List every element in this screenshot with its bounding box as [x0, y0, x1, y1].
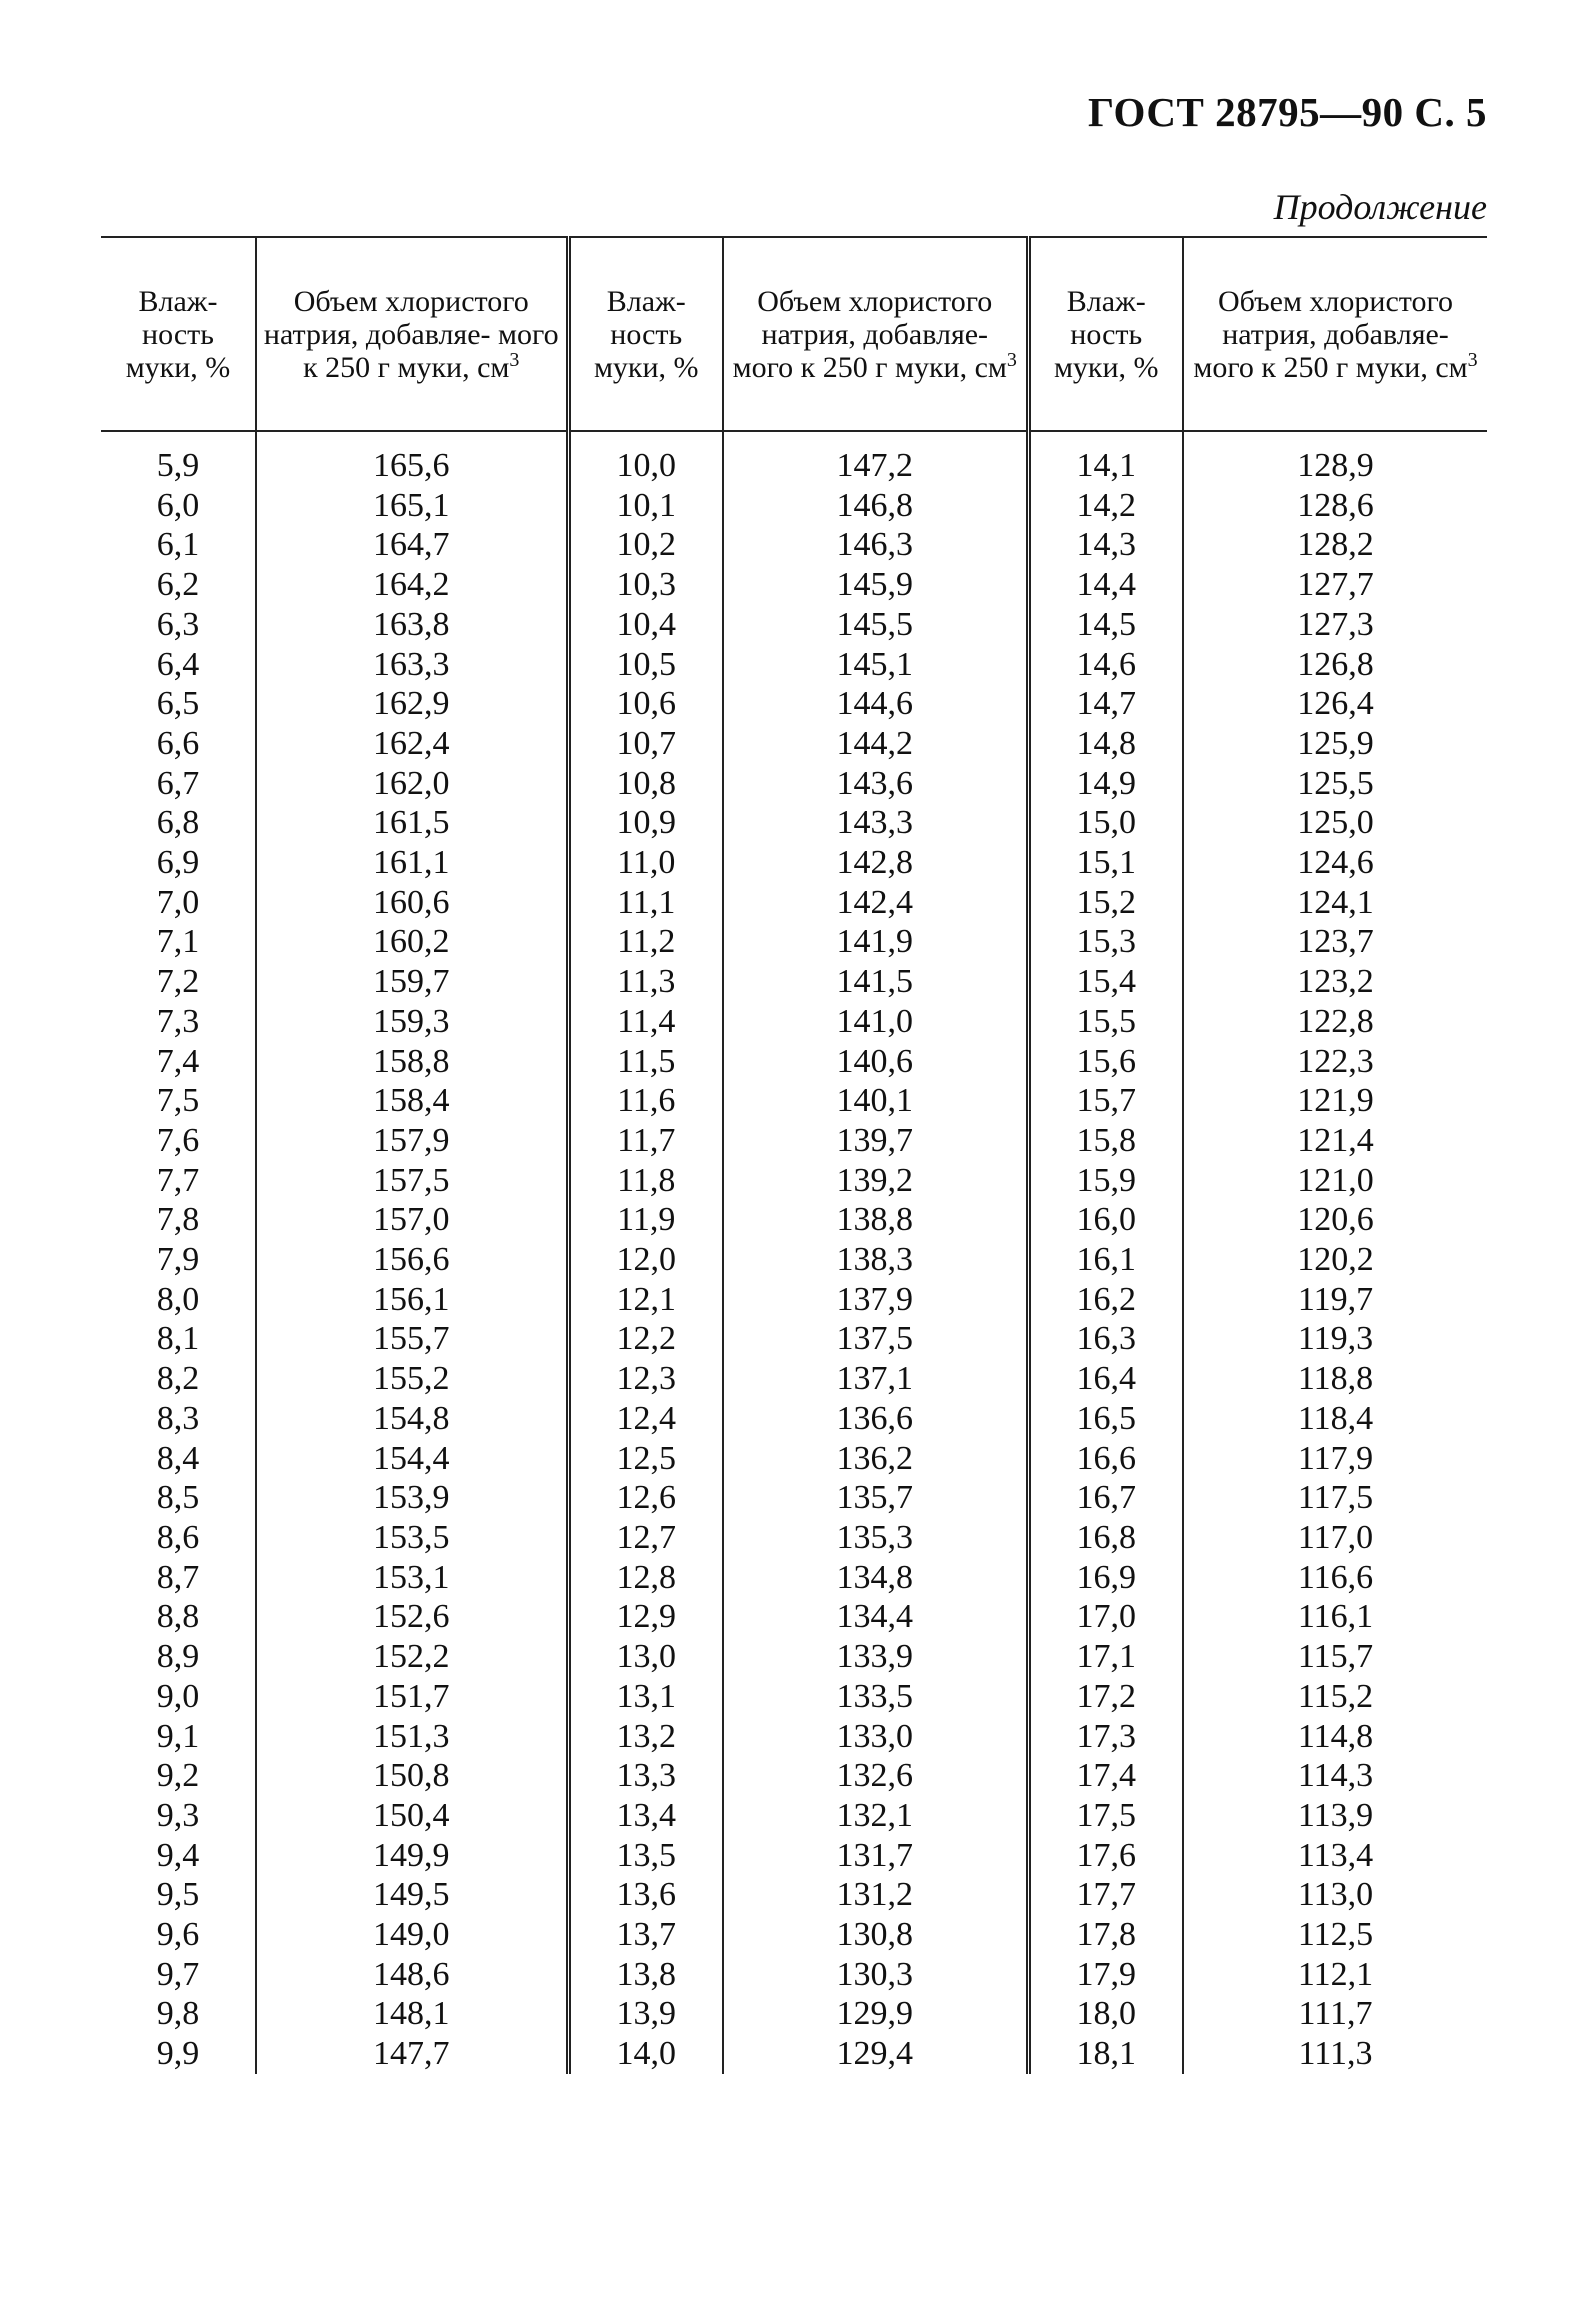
volume-cell: 122,3: [1297, 1042, 1374, 1080]
humidity-cell: 7,9: [101, 1240, 256, 1280]
table-row: [101, 645, 1487, 685]
volume-cell: 140,6: [723, 1042, 1028, 1082]
humidity-cell: 12,0: [568, 1240, 723, 1280]
volume-cell: 144,6: [723, 684, 1028, 724]
humidity-cell: 14,9: [1028, 764, 1183, 804]
volume-cell: 164,7: [256, 525, 568, 565]
humidity-cell: 10,1: [568, 486, 723, 526]
volume-cell: 121,9: [1297, 1082, 1374, 1120]
volume-cell: 123,7: [1297, 923, 1374, 961]
table-row: [101, 1161, 1487, 1201]
table-row: [101, 1994, 1487, 2034]
table-row: [101, 1597, 1487, 1637]
volume-cell: 145,5: [723, 605, 1028, 645]
humidity-cell: 7,0: [101, 883, 256, 923]
humidity-cell: 16,4: [1028, 1359, 1183, 1399]
volume-cell: 129,4: [723, 2034, 1028, 2074]
humidity-cell: 11,6: [568, 1081, 723, 1121]
humidity-volume-table: [101, 236, 1487, 2074]
humidity-cell: 17,8: [1028, 1915, 1183, 1955]
humidity-cell: 8,6: [101, 1518, 256, 1558]
volume-cell: 129,9: [723, 1994, 1028, 2034]
humidity-cell: 9,2: [101, 1756, 256, 1796]
volume-cell: 153,9: [256, 1478, 568, 1518]
volume-cell: 135,7: [723, 1478, 1028, 1518]
volume-cell: 151,7: [256, 1677, 568, 1717]
humidity-cell: 15,9: [1028, 1161, 1183, 1201]
volume-cell: 161,1: [256, 843, 568, 883]
humidity-cell: 6,6: [101, 724, 256, 764]
humidity-cell: 14,3: [1028, 525, 1183, 565]
volume-cell: 116,1: [1297, 1598, 1374, 1636]
table-row: [101, 565, 1487, 605]
humidity-cell: 9,8: [101, 1994, 256, 2034]
continuation-label: Продолжение: [1273, 187, 1487, 227]
table-row: [101, 486, 1487, 526]
humidity-cell: 10,7: [568, 724, 723, 764]
humidity-cell: 16,3: [1028, 1319, 1183, 1359]
header-volume-2: Объем хлористого натрия, добавляе- мого к 250 г муки, $см^3$: [723, 237, 1028, 431]
table-row: [101, 525, 1487, 565]
humidity-cell: 16,1: [1028, 1240, 1183, 1280]
humidity-cell: 16,8: [1028, 1518, 1183, 1558]
humidity-cell: 17,4: [1028, 1756, 1183, 1796]
humidity-cell: 8,0: [101, 1280, 256, 1320]
humidity-cell: 12,1: [568, 1280, 723, 1320]
humidity-cell: 17,1: [1028, 1637, 1183, 1677]
table-row: [101, 1042, 1487, 1082]
humidity-cell: 18,0: [1028, 1994, 1183, 2034]
humidity-cell: 11,7: [568, 1121, 723, 1161]
humidity-cell: 12,2: [568, 1319, 723, 1359]
humidity-cell: 6,5: [101, 684, 256, 724]
volume-cell: 131,2: [723, 1875, 1028, 1915]
volume-cell: 121,4: [1297, 1121, 1374, 1159]
humidity-cell: 17,7: [1028, 1875, 1183, 1915]
humidity-cell: 12,8: [568, 1558, 723, 1598]
humidity-cell: 16,0: [1028, 1200, 1183, 1240]
table-row: [101, 1558, 1487, 1598]
volume-cell: 145,9: [723, 565, 1028, 605]
volume-cell: 113,4: [1297, 1836, 1374, 1874]
table-row: [101, 1121, 1487, 1161]
table-row: [101, 1319, 1487, 1359]
table-row: [101, 1796, 1487, 1836]
humidity-cell: 11,2: [568, 922, 723, 962]
header-humidity-2: Влаж- ность муки, %: [568, 237, 723, 431]
humidity-cell: 10,9: [568, 803, 723, 843]
volume-cell: 124,6: [1297, 844, 1374, 882]
volume-cell: 128,6: [1297, 486, 1374, 524]
volume-cell: 112,5: [1297, 1916, 1374, 1954]
table-row: [101, 1478, 1487, 1518]
volume-cell: 112,1: [1297, 1955, 1374, 1993]
volume-cell: 142,8: [723, 843, 1028, 883]
volume-cell: 126,4: [1297, 685, 1374, 723]
table-row: [101, 1439, 1487, 1479]
table-row: [101, 1915, 1487, 1955]
humidity-cell: 15,2: [1028, 883, 1183, 923]
volume-cell: 162,0: [256, 764, 568, 804]
humidity-cell: 10,8: [568, 764, 723, 804]
volume-cell: 146,3: [723, 525, 1028, 565]
humidity-cell: 14,8: [1028, 724, 1183, 764]
humidity-cell: 5,9: [101, 431, 256, 486]
volume-cell: 134,8: [723, 1558, 1028, 1598]
humidity-cell: 13,7: [568, 1915, 723, 1955]
humidity-cell: 10,5: [568, 645, 723, 685]
humidity-cell: 17,6: [1028, 1836, 1183, 1876]
humidity-cell: 9,0: [101, 1677, 256, 1717]
volume-cell: 113,9: [1297, 1796, 1374, 1834]
volume-cell: 155,2: [256, 1359, 568, 1399]
volume-cell: 162,4: [256, 724, 568, 764]
table-row: [101, 1836, 1487, 1876]
humidity-cell: 15,8: [1028, 1121, 1183, 1161]
humidity-cell: 9,6: [101, 1915, 256, 1955]
humidity-cell: 17,2: [1028, 1677, 1183, 1717]
header-humidity-1: Влаж- ность муки, %: [101, 237, 256, 431]
table-row: [101, 605, 1487, 645]
volume-cell: 152,2: [256, 1637, 568, 1677]
humidity-cell: 9,3: [101, 1796, 256, 1836]
volume-cell: 153,1: [256, 1558, 568, 1598]
volume-cell: 159,3: [256, 1002, 568, 1042]
volume-cell: 157,5: [256, 1161, 568, 1201]
humidity-cell: 12,4: [568, 1399, 723, 1439]
table-row: [101, 1399, 1487, 1439]
humidity-cell: 12,7: [568, 1518, 723, 1558]
volume-cell: 136,6: [723, 1399, 1028, 1439]
table-row: [101, 1200, 1487, 1240]
volume-cell: 155,7: [256, 1319, 568, 1359]
humidity-cell: 17,5: [1028, 1796, 1183, 1836]
humidity-cell: 11,4: [568, 1002, 723, 1042]
humidity-cell: 8,7: [101, 1558, 256, 1598]
table-row: [101, 2034, 1487, 2074]
humidity-cell: 8,8: [101, 1597, 256, 1637]
table-header: [101, 237, 1487, 431]
volume-cell: 140,1: [723, 1081, 1028, 1121]
table-row: [101, 1518, 1487, 1558]
humidity-cell: 16,2: [1028, 1280, 1183, 1320]
humidity-cell: 7,3: [101, 1002, 256, 1042]
volume-cell: 149,5: [256, 1875, 568, 1915]
humidity-cell: 13,8: [568, 1955, 723, 1995]
volume-cell: 160,2: [256, 922, 568, 962]
volume-cell: 158,8: [256, 1042, 568, 1082]
humidity-cell: 16,9: [1028, 1558, 1183, 1598]
humidity-cell: 12,9: [568, 1597, 723, 1637]
volume-cell: 163,8: [256, 605, 568, 645]
humidity-cell: 13,1: [568, 1677, 723, 1717]
humidity-cell: 6,2: [101, 565, 256, 605]
table-row: [101, 962, 1487, 1002]
volume-cell: 127,3: [1297, 605, 1374, 643]
volume-cell: 139,7: [723, 1121, 1028, 1161]
volume-cell: 125,0: [1297, 804, 1374, 842]
humidity-cell: 17,9: [1028, 1955, 1183, 1995]
volume-cell: 117,0: [1297, 1518, 1374, 1556]
humidity-cell: 14,6: [1028, 645, 1183, 685]
volume-cell: 117,5: [1297, 1479, 1374, 1517]
volume-cell: 142,4: [723, 883, 1028, 923]
volume-cell: 132,6: [723, 1756, 1028, 1796]
table-row: [101, 803, 1487, 843]
humidity-cell: 6,3: [101, 605, 256, 645]
volume-cell: 149,0: [256, 1915, 568, 1955]
volume-cell: 147,2: [723, 431, 1028, 486]
volume-cell: 131,7: [723, 1836, 1028, 1876]
header-volume-3: Объем хлористого натрия, добавляе- мого к 250 г муки, $см^3$: [1183, 237, 1487, 431]
humidity-cell: 11,0: [568, 843, 723, 883]
volume-cell: 160,6: [256, 883, 568, 923]
volume-cell: 117,9: [1297, 1439, 1374, 1477]
table-row: [101, 1359, 1487, 1399]
humidity-cell: 12,6: [568, 1478, 723, 1518]
table-row: [101, 764, 1487, 804]
humidity-cell: 7,7: [101, 1161, 256, 1201]
volume-cell: 115,2: [1297, 1677, 1374, 1715]
volume-cell: 154,4: [256, 1439, 568, 1479]
humidity-cell: 11,1: [568, 883, 723, 923]
table-row: [101, 1637, 1487, 1677]
volume-cell: 145,1: [723, 645, 1028, 685]
volume-cell: 165,1: [256, 486, 568, 526]
humidity-cell: 14,0: [568, 2034, 723, 2074]
volume-cell: 138,8: [723, 1200, 1028, 1240]
volume-cell: 162,9: [256, 684, 568, 724]
volume-cell: 136,2: [723, 1439, 1028, 1479]
volume-cell: 134,4: [723, 1597, 1028, 1637]
humidity-cell: 10,6: [568, 684, 723, 724]
humidity-cell: 7,5: [101, 1081, 256, 1121]
humidity-cell: 14,5: [1028, 605, 1183, 645]
humidity-cell: 17,0: [1028, 1597, 1183, 1637]
humidity-cell: 9,5: [101, 1875, 256, 1915]
volume-cell: 161,5: [256, 803, 568, 843]
humidity-cell: 10,0: [568, 431, 723, 486]
humidity-cell: 16,5: [1028, 1399, 1183, 1439]
humidity-cell: 8,3: [101, 1399, 256, 1439]
humidity-cell: 15,4: [1028, 962, 1183, 1002]
volume-cell: 123,2: [1297, 963, 1374, 1001]
volume-cell: 152,6: [256, 1597, 568, 1637]
humidity-cell: 15,6: [1028, 1042, 1183, 1082]
humidity-cell: 13,6: [568, 1875, 723, 1915]
humidity-cell: 15,5: [1028, 1002, 1183, 1042]
volume-cell: 151,3: [256, 1717, 568, 1757]
volume-cell: 128,2: [1297, 526, 1374, 564]
humidity-cell: 8,2: [101, 1359, 256, 1399]
volume-cell: 119,7: [1297, 1280, 1374, 1318]
volume-cell: 135,3: [723, 1518, 1028, 1558]
volume-cell: 137,1: [723, 1359, 1028, 1399]
table-row: [101, 1717, 1487, 1757]
volume-cell: 150,4: [256, 1796, 568, 1836]
humidity-cell: 6,1: [101, 525, 256, 565]
volume-cell: 137,9: [723, 1280, 1028, 1320]
volume-cell: 139,2: [723, 1161, 1028, 1201]
volume-cell: 137,5: [723, 1319, 1028, 1359]
volume-cell: 133,9: [723, 1637, 1028, 1677]
volume-cell: 159,7: [256, 962, 568, 1002]
humidity-cell: 8,5: [101, 1478, 256, 1518]
humidity-cell: 18,1: [1028, 2034, 1183, 2074]
humidity-cell: 15,3: [1028, 922, 1183, 962]
table-row: [101, 1677, 1487, 1717]
volume-cell: 138,3: [723, 1240, 1028, 1280]
volume-cell: 146,8: [723, 486, 1028, 526]
humidity-cell: 13,5: [568, 1836, 723, 1876]
table-row: [101, 1081, 1487, 1121]
volume-cell: 120,2: [1297, 1241, 1374, 1279]
humidity-cell: 8,1: [101, 1319, 256, 1359]
humidity-cell: 6,0: [101, 486, 256, 526]
volume-cell: 133,5: [723, 1677, 1028, 1717]
volume-cell: 125,5: [1297, 764, 1374, 802]
humidity-cell: 6,7: [101, 764, 256, 804]
header-volume-1: Объем хлористого натрия, добавляе- мого к 250 г муки, $см^3$: [256, 237, 568, 431]
volume-cell: 133,0: [723, 1717, 1028, 1757]
volume-cell: 141,0: [723, 1002, 1028, 1042]
table-body: [101, 431, 1487, 2074]
humidity-cell: 11,9: [568, 1200, 723, 1240]
humidity-cell: 17,3: [1028, 1717, 1183, 1757]
volume-cell: 150,8: [256, 1756, 568, 1796]
volume-cell: 144,2: [723, 724, 1028, 764]
humidity-cell: 11,3: [568, 962, 723, 1002]
volume-cell: 126,8: [1297, 645, 1374, 683]
volume-cell: 113,0: [1297, 1876, 1374, 1914]
table-row: [101, 883, 1487, 923]
humidity-cell: 9,7: [101, 1955, 256, 1995]
volume-cell: 148,6: [256, 1955, 568, 1995]
humidity-cell: 8,4: [101, 1439, 256, 1479]
volume-cell: 111,7: [1298, 1995, 1373, 2033]
volume-cell: 143,6: [723, 764, 1028, 804]
volume-cell: 118,4: [1297, 1399, 1374, 1437]
volume-cell: 124,1: [1297, 883, 1374, 921]
table-row: [101, 1002, 1487, 1042]
volume-cell: 116,6: [1297, 1558, 1374, 1596]
volume-cell: 158,4: [256, 1081, 568, 1121]
humidity-cell: 12,5: [568, 1439, 723, 1479]
humidity-cell: 11,8: [568, 1161, 723, 1201]
volume-cell: 157,9: [256, 1121, 568, 1161]
table-row: [101, 1280, 1487, 1320]
humidity-cell: 16,7: [1028, 1478, 1183, 1518]
volume-cell: 119,3: [1297, 1320, 1374, 1358]
table-row: [101, 1756, 1487, 1796]
volume-cell: 130,3: [723, 1955, 1028, 1995]
humidity-cell: 9,9: [101, 2034, 256, 2074]
volume-cell: 141,5: [723, 962, 1028, 1002]
header-humidity-3: Влаж- ность муки, %: [1028, 237, 1183, 431]
humidity-cell: 13,0: [568, 1637, 723, 1677]
document-header: ГОСТ 28795—90 С. 5: [1087, 89, 1487, 135]
humidity-cell: 16,6: [1028, 1439, 1183, 1479]
volume-cell: 148,1: [256, 1994, 568, 2034]
humidity-cell: 6,8: [101, 803, 256, 843]
volume-cell: 127,7: [1297, 566, 1374, 604]
humidity-cell: 13,3: [568, 1756, 723, 1796]
volume-cell: 163,3: [256, 645, 568, 685]
humidity-cell: 10,3: [568, 565, 723, 605]
humidity-cell: 9,4: [101, 1836, 256, 1876]
table-row: [101, 1875, 1487, 1915]
volume-cell: 141,9: [723, 922, 1028, 962]
humidity-cell: 7,6: [101, 1121, 256, 1161]
humidity-cell: 15,0: [1028, 803, 1183, 843]
humidity-cell: 6,9: [101, 843, 256, 883]
humidity-cell: 13,9: [568, 1994, 723, 2034]
humidity-cell: 6,4: [101, 645, 256, 685]
volume-cell: 156,6: [256, 1240, 568, 1280]
volume-cell: 111,3: [1298, 2035, 1373, 2073]
table-row: [101, 431, 1487, 486]
volume-cell: 153,5: [256, 1518, 568, 1558]
volume-cell: 143,3: [723, 803, 1028, 843]
humidity-cell: 7,4: [101, 1042, 256, 1082]
humidity-cell: 15,7: [1028, 1081, 1183, 1121]
table-row: [101, 843, 1487, 883]
humidity-cell: 13,2: [568, 1717, 723, 1757]
humidity-cell: 15,1: [1028, 843, 1183, 883]
volume-cell: 132,1: [723, 1796, 1028, 1836]
volume-cell: 121,0: [1297, 1161, 1374, 1199]
humidity-cell: 13,4: [568, 1796, 723, 1836]
volume-cell: 149,9: [256, 1836, 568, 1876]
table-row: [101, 922, 1487, 962]
humidity-cell: 7,1: [101, 922, 256, 962]
table-row: [101, 724, 1487, 764]
humidity-cell: 10,2: [568, 525, 723, 565]
volume-cell: 120,6: [1297, 1201, 1374, 1239]
volume-cell: 118,8: [1297, 1360, 1374, 1398]
humidity-cell: 14,2: [1028, 486, 1183, 526]
volume-cell: 156,1: [256, 1280, 568, 1320]
volume-cell: 114,8: [1297, 1717, 1374, 1755]
volume-cell: 125,9: [1297, 724, 1374, 762]
humidity-cell: 8,9: [101, 1637, 256, 1677]
volume-cell: 122,8: [1297, 1002, 1374, 1040]
volume-cell: 164,2: [256, 565, 568, 605]
humidity-cell: 11,5: [568, 1042, 723, 1082]
volume-cell: 115,7: [1297, 1638, 1374, 1676]
volume-cell: 165,6: [256, 431, 568, 486]
humidity-cell: 14,4: [1028, 565, 1183, 605]
table-row: [101, 1955, 1487, 1995]
humidity-cell: 12,3: [568, 1359, 723, 1399]
volume-cell: 130,8: [723, 1915, 1028, 1955]
volume-cell: 154,8: [256, 1399, 568, 1439]
humidity-cell: 14,7: [1028, 684, 1183, 724]
humidity-cell: 10,4: [568, 605, 723, 645]
humidity-cell: 7,8: [101, 1200, 256, 1240]
volume-cell: 157,0: [256, 1200, 568, 1240]
table-row: [101, 684, 1487, 724]
volume-cell: 147,7: [256, 2034, 568, 2074]
humidity-cell: 7,2: [101, 962, 256, 1002]
humidity-cell: 9,1: [101, 1717, 256, 1757]
volume-cell: 114,3: [1297, 1757, 1374, 1795]
humidity-cell: 14,1: [1028, 431, 1183, 486]
volume-cell: 128,9: [1297, 447, 1374, 484]
table-row: [101, 1240, 1487, 1280]
